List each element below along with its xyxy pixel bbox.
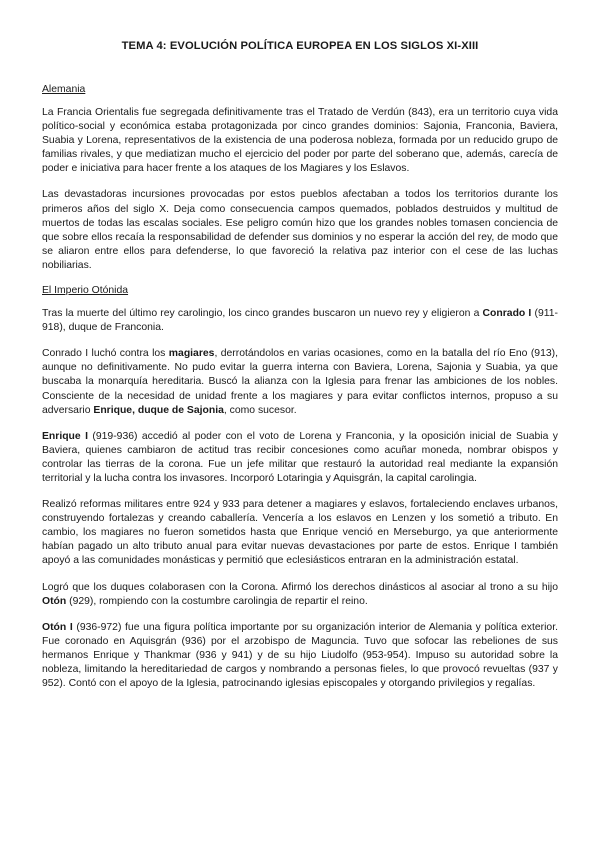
- bold-term: Otón: [42, 595, 67, 607]
- page-title: TEMA 4: EVOLUCIÓN POLÍTICA EUROPEA EN LOS SIGLOS XI-XIII: [121, 40, 479, 52]
- bold-term: Enrique, duque de Sajonia: [93, 404, 224, 416]
- section-heading-alemania: Alemania: [42, 84, 86, 95]
- paragraph: Conrado I luchó contra los magiares, derrotándolos en varias ocasiones, como en la batalla del río Eno (913), aunque no definitivamente. No pudo evitar la guerra interna con Baviera, Lorena, Sajonia y Suabia, ya que buscaba la monarquía hereditaria. Buscó la alianza con la Iglesia para frenar las ambiciones de los nobles. Consciente de la necesidad de unidad frente a los magiares y para evitar conflictos internos, propuso a su adversario Enrique, duque de Sajonia, como sucesor.: [42, 348, 558, 416]
- paragraph: La Francia Orientalis fue segregada definitivamente tras el Tratado de Verdún (843), era un territorio cuya vida político-social y económica estaba protagonizada por cinco grandes dominios: Sajonia, Franconia, Baviera, Suabia y Lorena, representativos de la existencia de una poderosa nobleza, formada por un reducido grupo de familias rivales, y que mediatizan mucho el ejercicio del poder por parte del soberano que, además, carecía de poder e iniciativa para hacer frente a los ataques de los Magiares y los Eslavos.: [42, 107, 558, 175]
- bold-term: Otón I: [42, 621, 73, 633]
- paragraph: Realizó reformas militares entre 924 y 933 para detener a magiares y eslavos, fortaleciendo enclaves urbanos, construyendo fortalezas y creando caballería. Vencería a los eslavos en Lenzen y los sometió a tributo. En cambio, los magiares no fueron sometidos hasta que Enrique venció en Merseburgo, ya que anteriormente habían pagado un alto tributo anual para evitar nuevas devastaciones por parte de estos. Enrique I también apoyó a las comunidades monásticas y permitió que eclesiásticos entraran en la administración estatal.: [42, 499, 558, 567]
- bold-term: Conrado I: [482, 308, 532, 320]
- bold-term: magiares: [168, 348, 215, 360]
- bold-term: Enrique I: [42, 430, 88, 442]
- paragraph: Enrique I (919-936) accedió al poder con el voto de Lorena y Franconia, y la oposición inicial de Suabia y Baviera, quienes cambiaron de actitud tras recibir concesiones como acuñar moneda, nombrar obispos y controlar las tierras de la corona. Fue un jefe militar que restauró la autoridad real mediante la expansión territorial y la lucha contra los invasores. Incorporó Lotaringia y Aquisgrán, la capital carolingia.: [42, 430, 558, 484]
- section-heading-imperio-otonida: El Imperio Otónida: [42, 285, 129, 297]
- paragraph: Otón I (936-972) fue una figura política importante por su organización interior de Alemania y política exterior. Fue coronado en Aquisgrán (936) por el arzobispo de Maguncia. Tuvo que sofocar las rebeliones de sus hermanos Enrique y Thankmar (936 y 941) y de su hijo Liudolfo (953-954). Impuso su autoridad sobre la nobleza, limitando la hereditariedad de cargos y nombrando a personas fieles, lo que provocó revueltas (937 y 952). Contó con el apoyo de la Iglesia, patrocinando iglesias episcopales y otorgando privilegios y regalías.: [42, 621, 558, 690]
- paragraph: Tras la muerte del último rey carolingio, los cinco grandes buscaron un nuevo rey y eligieron a Conrado I (911-918), duque de Franconia.: [42, 308, 558, 334]
- paragraph: Logró que los duques colaborasen con la Corona. Afirmó los derechos dinásticos al asociar al trono a su hijo Otón (929), rompiendo con la costumbre carolingia de repartir el reino.: [42, 581, 558, 607]
- paragraph: Las devastadoras incursiones provocadas por estos pueblos afectaban a todos los territorios durante los primeros años del siglo X. Deja como consecuencia campos quemados, poblados destruidos y multitud de muertos de todas las escalas sociales. Ese peligro común hizo que los grandes nobles tomasen conciencia de que sobre ellos recaía la responsabilidad de defender sus dominios y no esperar la acción del rey, de modo que se aliaron entre ellos para defenderse, lo que favoreció la relativa paz interior con el cese de las luchas nobiliarias.: [42, 189, 558, 271]
- document-page: [42, 40, 558, 703]
